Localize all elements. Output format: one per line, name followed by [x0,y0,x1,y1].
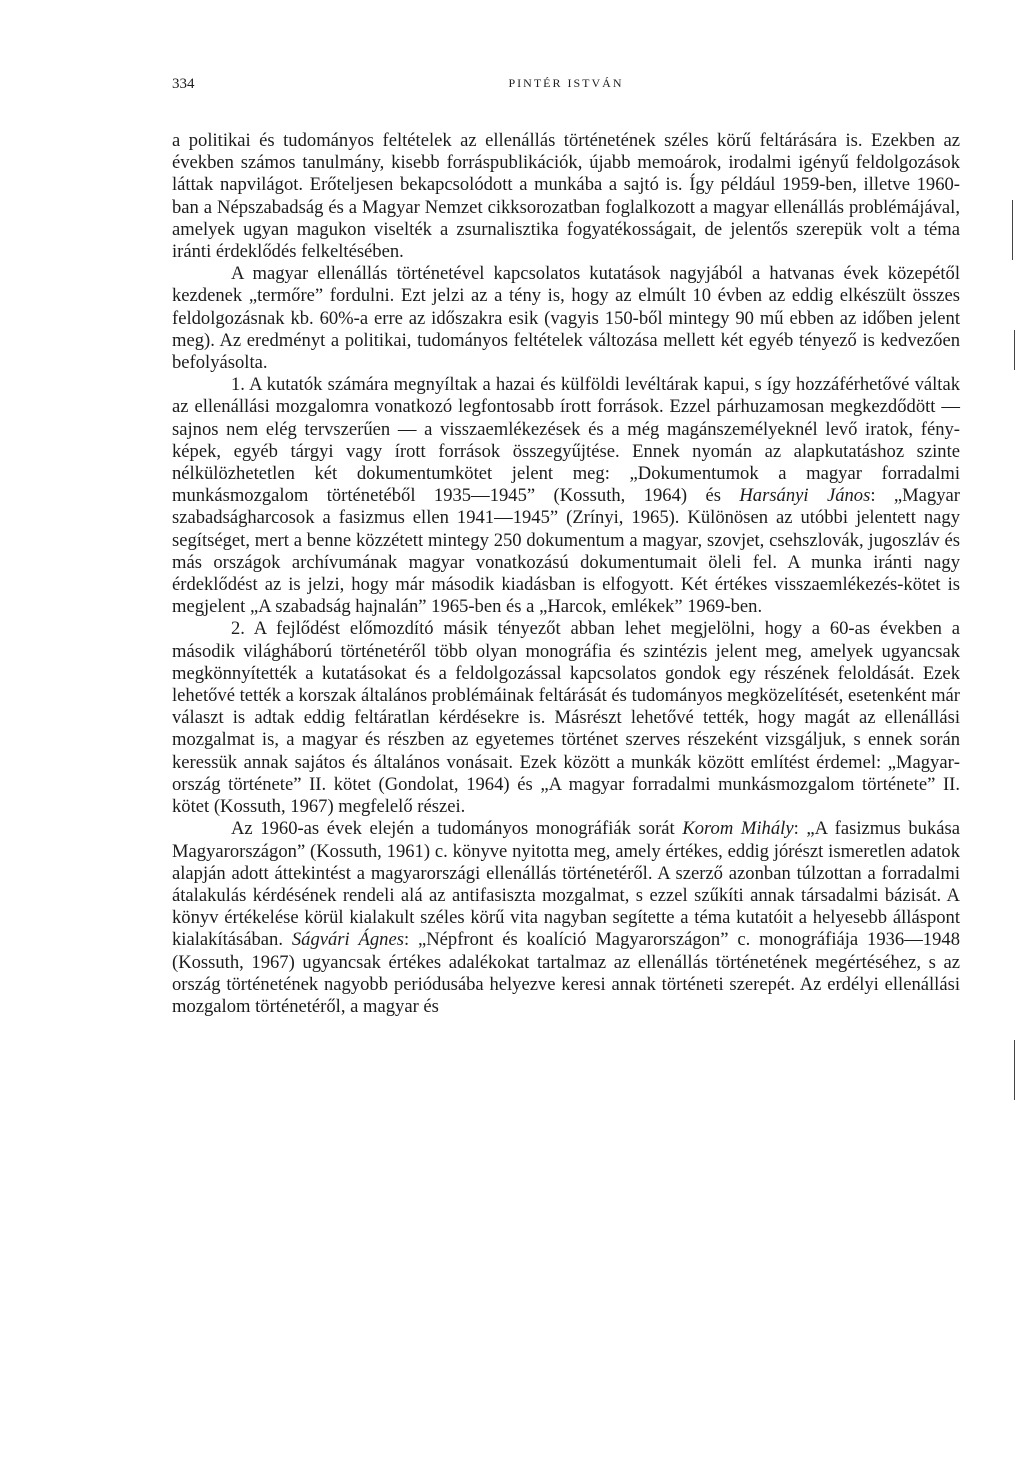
paragraph-text: Az 1960-as évek elején a tudományos monográfiák sorát [231,818,683,840]
paragraph-text: 1. A kutatók számára megnyíltak a hazai és külföldi levéltárak kapui, s így hozzáférhetővé váltak az ellenállási mozgalomra vonatkozó legfontosabb írott források. Ezzel párhuzamosan megkezdődött — sajnos nem elég tervszerűen — a visszaemlékezések és a még magánszemélyeknél levő iratok, fényképek, egyéb tárgyi vagy írott források összegyűjtése. Ennek nyomán az alapkutatáshoz szinte nélkülözhetetlen két dokumentumkötet jelent meg: „Dokumentumok a magyar forradalmi munkásmozgalom történetéből 1935—1945” (Kossuth, 1964) és [172,374,960,507]
page-number: 334 [172,76,195,92]
running-head-author: PINTÉR ISTVÁN [508,76,624,90]
running-head [172,68,960,98]
paragraph-point-2 [172,618,960,818]
paragraph-text: 2. A fejlődést előmozdító másik tényezőt abban lehet megjelölni, hogy a 60-as években a második világháború történetéről több olyan monográfia és szintézis jelent meg, amelyek ugyancsak megkönnyítették a kutatásokat és a feldolgozással kapcsolatos gondok egy részének feloldását. Ezek lehetővé tették a korszak általános problémáinak feltárását és tudományos megközelítését, esetenként már választ is adtak eddig feltáratlan kérdésekre is. Másrészt lehetővé tették, hogy magát az ellenállási mozgalmat is, a magyar és részben az egyetemes történet szerves részeként vizsgáljuk, s ennek során keressük annak sajátos és általános vonásait. Ezek között a munkák között említést érdemel: „Magyarország története” II. kötet (Gondolat, 1964) és „A magyar forradalmi munkásmozgalom története” II. kötet (Kossuth, 1967) megfelelő részei. [172,618,960,818]
paragraph-point-1 [172,374,960,618]
paragraph-text: a politikai és tudományos feltételek az ellenállás történetének széles körű feltárására is. Ezekben az években számos tanulmány, kisebb forráspublikációk, újabb memoárok, irodalmi igényű feldolgozások láttak napvilágot. Erőteljesen bekapcsolódott a munkába a sajtó is. Így például 1959-ben, illetve 1960-ban a Népszabadság és a Magyar Nemzet cikksorozatban foglalkozott a magyar ellenállás problémájával, amelyek ugyan magukon viselték a zsurnalisztika fogyatékosságait, de jelentős szerepük volt a téma iránti érdeklődés felkeltésében. [172,130,960,263]
paragraph-intro [172,130,960,263]
margin-mark [1012,200,1013,260]
paragraph-text: A magyar ellenállás történetével kapcsolatos kutatások nagyjából a hatvanas évek közepétől kezdenek „termőre” fordulni. Ezt jelzi az a tény is, hogy az elmúlt 10 évben az eddig elkészült összes feldolgozásnak kb. 60%-a erre az időszakra esik (vagyis 150-ből mintegy 90 mű ebben az időben jelent meg). Az eredményt a politikai, tudományos feltételek változása mellett két egyéb tényező is kedvezően befolyásolta. [172,263,960,374]
paragraph-research-fruitful [172,263,960,374]
paragraph-text: : „Népfront és koalíció Magyarországon” c. monográfiája 1936—1948 (Kossuth, 1967) ugyancsak értékes adalékokat tartalmaz az ellenállás történetének megértéséhez, s az ország történetének nagyobb periódusába helyezve keresi annak történeti szerepét. Az erdélyi ellenállási mozgalom történetéről, a magyar és [172,929,960,1017]
margin-mark [1014,1040,1015,1100]
body-text [172,130,960,1018]
author-name-italic: Ságvári Ágnes [291,929,404,951]
margin-mark [1014,330,1015,370]
book-page [172,68,960,1018]
paragraph-text: : „A fasizmus bukása Magyarországon” (Kossuth, 1961) c. könyve nyitotta meg, amely értékes, eddig jórészt ismeretlen adatok alapján adott áttekintést a magyarországi ellenállás történetéről. A szerző azonban túlzottan a forradalmi átalakulás kérdésének rendeli alá az antifasiszta mozgalmat, s ezzel szűkíti annak társadalmi bázisát. A könyv értékelése körül kialakult széles körű vita nagyban segítette a téma kutatóit a helyesebb álláspont kialakításában. [172,818,960,951]
author-name-italic: Korom Mihály [682,818,794,840]
author-name-italic: Harsányi János [739,485,871,507]
paragraph-text: : „Magyar szabadságharcosok a fasizmus ellen 1941—1945” (Zrínyi, 1965). Különösen az utóbbi jelentett nagy segítséget, mert a benne közzétett mintegy 250 dokumentum a magyar, szovjet, csehszlovák, jugoszláv és más országok archívumának magyar vonatkozású dokumentumait öleli fel. A munka iránti nagy érdeklődést az is jelzi, hogy már második kiadásban is elfogyott. Két értékes visszaemlékezés-kötet is megjelent „A szabadság hajnalán” 1965-ben és a „Harcok, emlékek” 1969-ben. [172,485,960,618]
paragraph-monographs [172,818,960,1018]
